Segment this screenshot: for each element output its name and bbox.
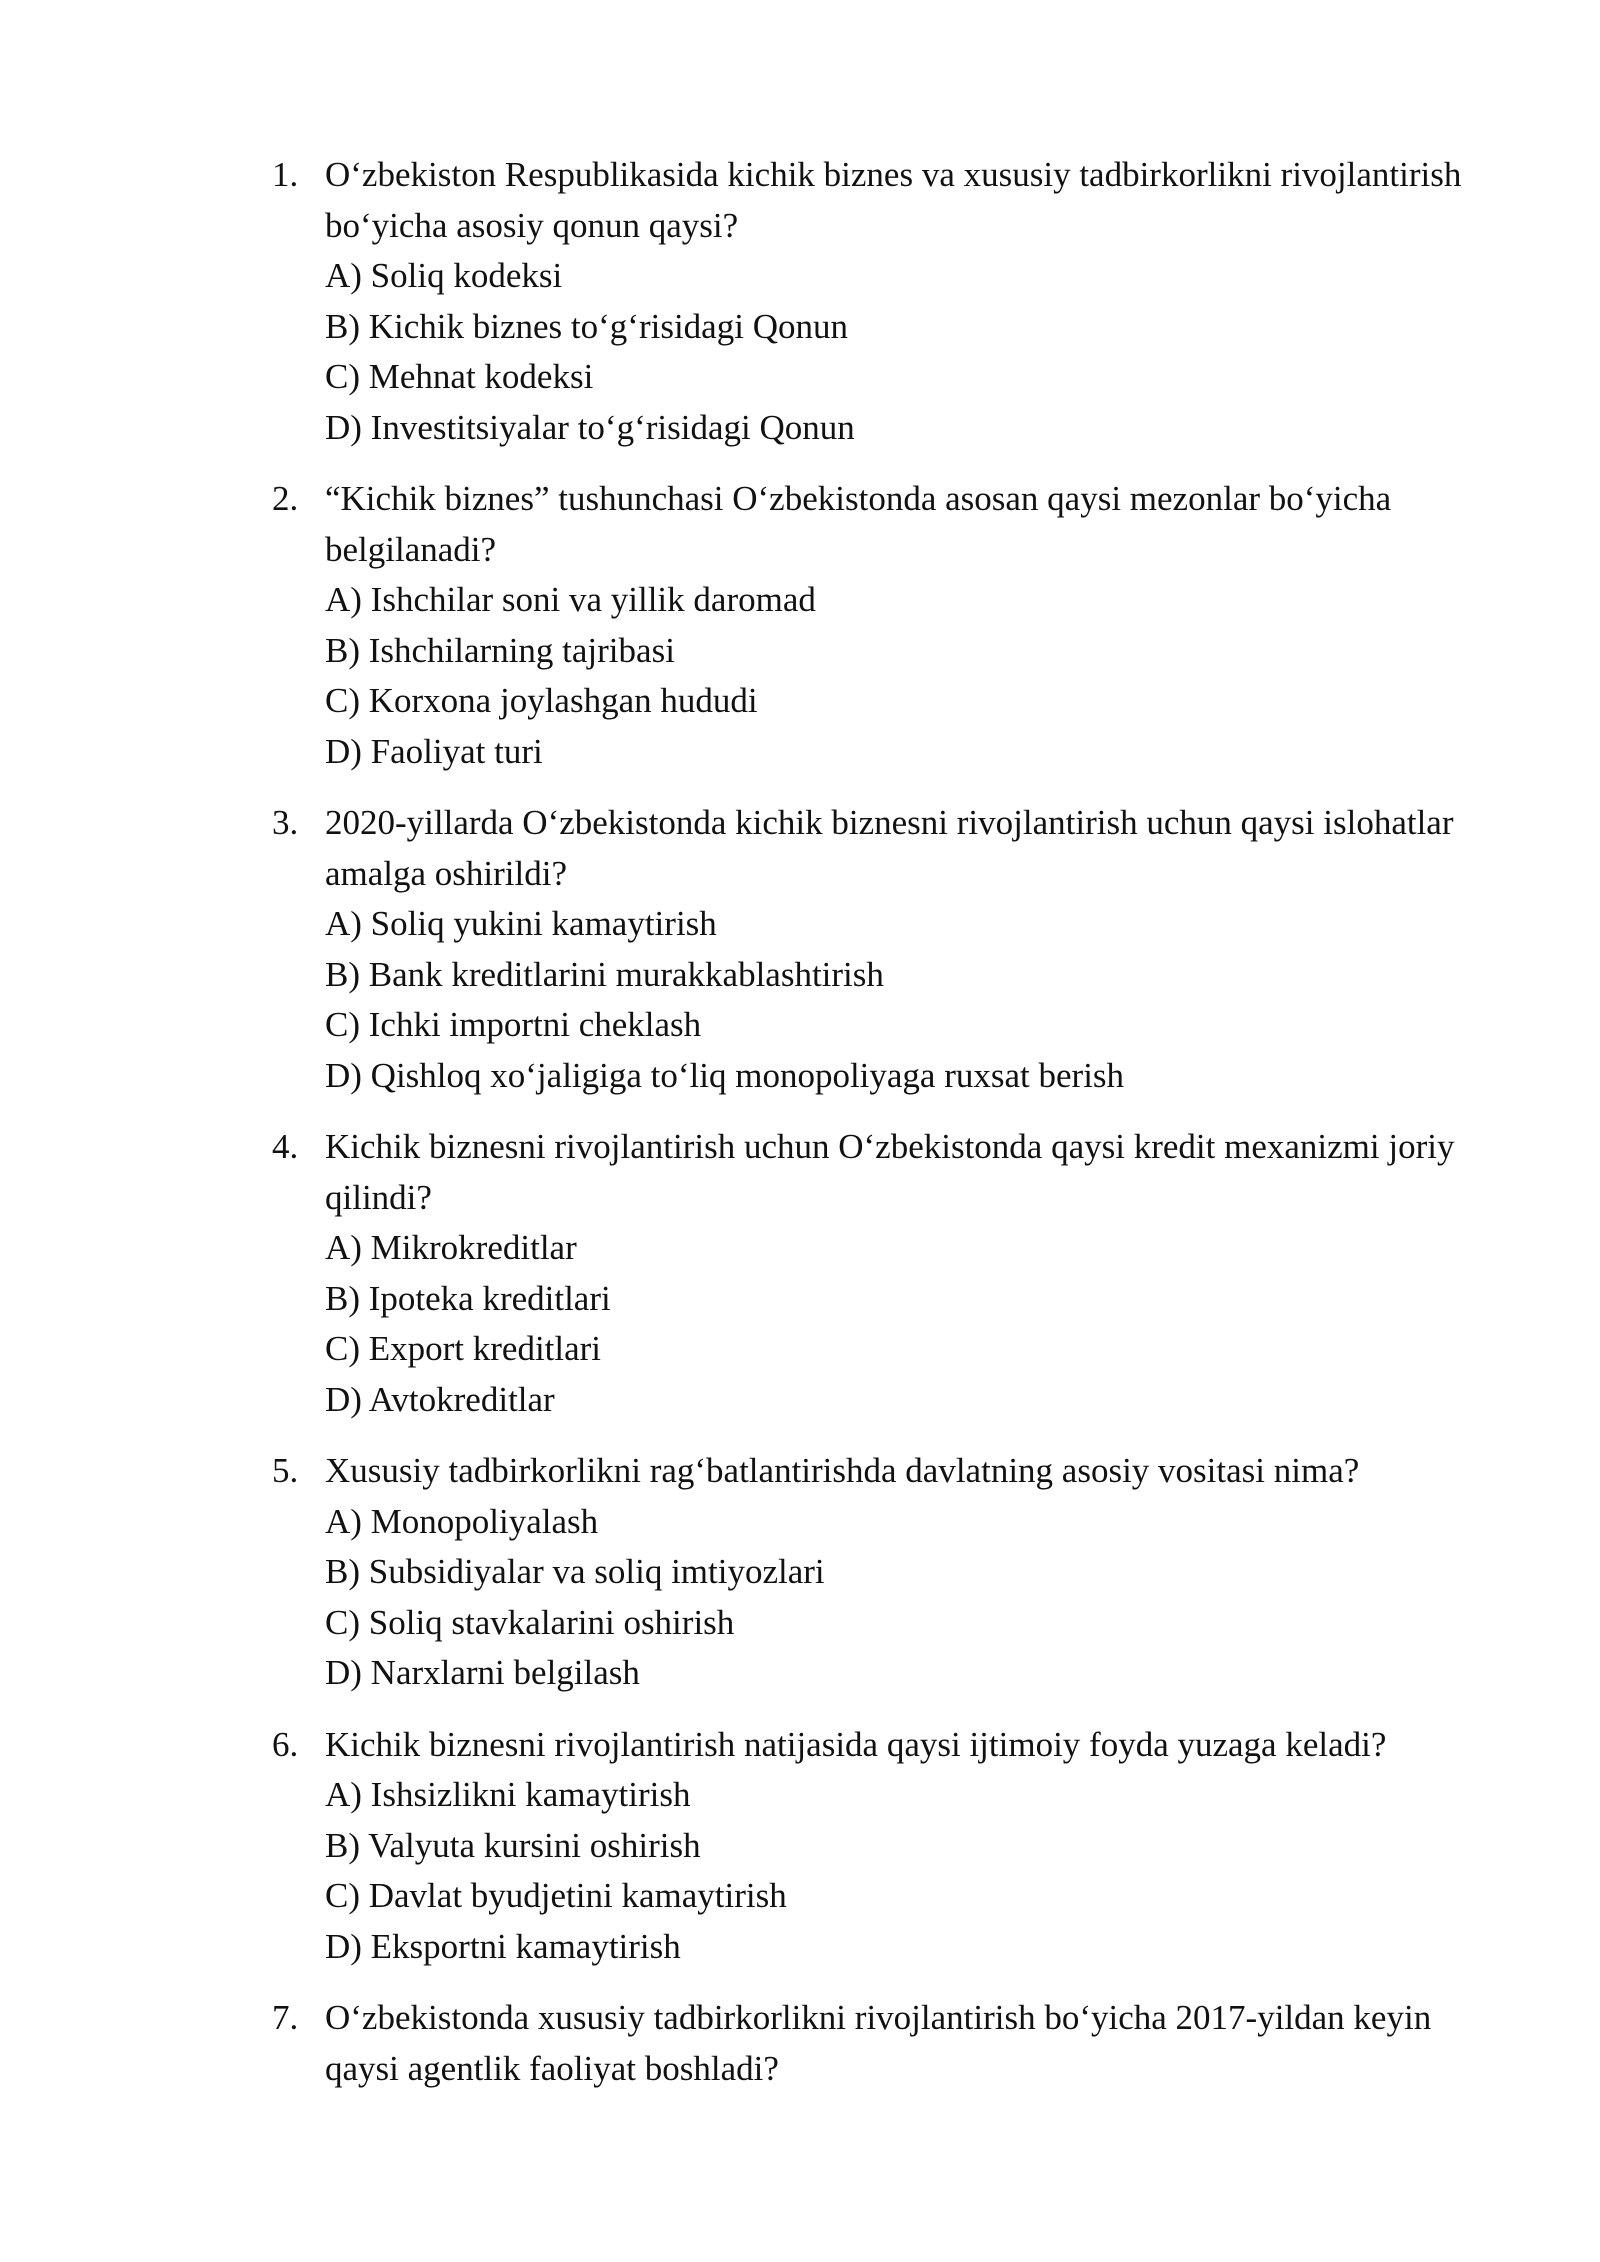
answer-option: B) Ishchilarning tajribasi	[325, 630, 675, 670]
question-item	[272, 150, 1492, 453]
question-text: O‘zbekiston Respublikasida kichik biznes va xususiy tadbirkorlikni rivojlantirish bo‘yicha asosiy qonun qaysi?	[325, 155, 1462, 245]
answer-option: B) Bank kreditlarini murakkablashtirish	[325, 954, 884, 994]
question-number: 3.	[272, 803, 299, 842]
question-item	[272, 1993, 1492, 2094]
answer-option: C) Davlat byudjetini kamaytirish	[325, 1876, 787, 1915]
question-number: 1.	[272, 155, 299, 194]
question-item	[272, 1122, 1492, 1425]
question-text: Kichik biznesni rivojlantirish natijasida qaysi ijtimoiy foyda yuzaga keladi?	[325, 1724, 1387, 1764]
question-number: 2.	[272, 479, 299, 518]
answer-option: A) Mikrokreditlar	[325, 1228, 577, 1267]
answer-option: B) Ipoteka kreditlari	[325, 1278, 611, 1318]
answer-option: A) Ishsizlikni kamaytirish	[325, 1775, 691, 1814]
question-item	[272, 1446, 1492, 1699]
question-item	[272, 474, 1492, 777]
question-number: 5.	[272, 1451, 299, 1490]
answer-option: D) Investitsiyalar to‘g‘risidagi Qonun	[325, 407, 855, 447]
question-text: O‘zbekistonda xususiy tadbirkorlikni rivojlantirish bo‘yicha 2017-yildan keyin qaysi agentlik faoliyat boshladi?	[325, 1998, 1432, 2088]
answer-option: A) Soliq yukini kamaytirish	[325, 904, 717, 943]
question-number: 6.	[272, 1724, 299, 1764]
answer-option: D) Faoliyat turi	[325, 731, 543, 771]
answer-option: B) Valyuta kursini oshirish	[325, 1825, 701, 1865]
answer-option: B) Kichik biznes to‘g‘risidagi Qonun	[325, 306, 848, 346]
question-text: Kichik biznesni rivojlantirish uchun O‘zbekistonda qaysi kredit mexanizmi joriy qilindi?	[325, 1127, 1455, 1217]
answer-option: C) Export kreditlari	[325, 1329, 602, 1368]
answer-option: C) Korxona joylashgan hududi	[325, 681, 758, 720]
answer-option: D) Eksportni kamaytirish	[325, 1926, 681, 1966]
question-text: Xususiy tadbirkorlikni rag‘batlantirishda davlatning asosiy vositasi nima?	[325, 1451, 1360, 1490]
question-number: 7.	[272, 1998, 299, 2037]
answer-option: C) Soliq stavkalarini oshirish	[325, 1602, 735, 1642]
question-number: 4.	[272, 1127, 299, 1166]
answer-option: A) Ishchilar soni va yillik daromad	[325, 580, 816, 619]
answer-option: A) Soliq kodeksi	[325, 256, 563, 295]
answer-option: C) Mehnat kodeksi	[325, 357, 594, 396]
answer-option: A) Monopoliyalash	[325, 1501, 599, 1541]
answer-option: D) Qishloq xo‘jaligiga to‘liq monopoliyaga ruxsat berish	[325, 1055, 1125, 1095]
answer-option: D) Narxlarni belgilash	[325, 1653, 640, 1692]
question-text: 2020-yillarda O‘zbekistonda kichik biznesni rivojlantirish uchun qaysi islohatlar amalga oshirildi?	[325, 803, 1454, 893]
answer-option: C) Ichki importni cheklash	[325, 1005, 702, 1044]
question-item	[272, 798, 1492, 1101]
question-item	[272, 1720, 1492, 1973]
question-text: “Kichik biznes” tushunchasi O‘zbekistonda asosan qaysi mezonlar bo‘yicha belgilanadi?	[325, 479, 1392, 569]
answer-option: B) Subsidiyalar va soliq imtiyozlari	[325, 1552, 825, 1591]
answer-option: D) Avtokreditlar	[325, 1379, 555, 1419]
question-list	[272, 150, 1492, 2115]
